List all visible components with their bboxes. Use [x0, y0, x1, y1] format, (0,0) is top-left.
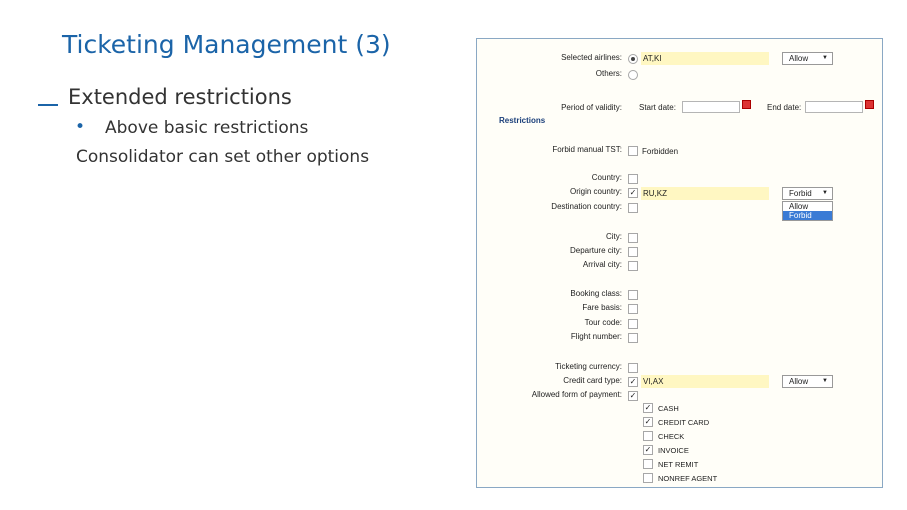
payment-invoice-label: INVOICE: [658, 446, 689, 455]
fare-basis-label: Fare basis:: [582, 303, 622, 312]
credit-card-type-label: Credit card type:: [563, 376, 622, 385]
selected-airlines-mode-select[interactable]: [782, 52, 833, 65]
tour-code-checkbox[interactable]: [628, 319, 638, 329]
booking-class-checkbox[interactable]: [628, 290, 638, 300]
bullet-dot: •: [75, 117, 86, 137]
forbid-manual-tst-checkbox[interactable]: [628, 146, 638, 156]
allowed-payment-checkbox[interactable]: ✓: [629, 391, 637, 400]
payment-cash-label: CASH: [658, 404, 679, 413]
period-label: Period of validity:: [561, 103, 622, 112]
payment-net-remit-checkbox[interactable]: [643, 459, 653, 469]
dropdown-option-forbid[interactable]: Forbid: [783, 211, 832, 220]
country-label: Country:: [591, 173, 622, 182]
credit-card-mode-select[interactable]: [782, 375, 833, 388]
origin-country-mode-select[interactable]: [782, 187, 833, 200]
restrictions-form-screenshot: [476, 38, 883, 488]
forbid-manual-tst-value: Forbidden: [642, 147, 679, 156]
credit-card-mode: Allow: [789, 377, 809, 386]
departure-city-label: Departure city:: [569, 246, 622, 255]
payment-check-label: CHECK: [658, 432, 685, 441]
city-label: City:: [606, 232, 622, 241]
allowed-payment-label: Allowed form of payment:: [531, 390, 622, 399]
dropdown-option-allow[interactable]: Allow: [789, 202, 809, 211]
others-radio[interactable]: [628, 70, 638, 80]
tour-code-label: Tour code:: [584, 318, 622, 327]
start-date-label: Start date:: [639, 103, 676, 112]
slide-title: Ticketing Management (3): [62, 30, 391, 59]
others-label: Others:: [595, 69, 622, 78]
payment-invoice-checkbox[interactable]: ✓: [644, 445, 652, 454]
origin-country-label: Origin country:: [569, 187, 622, 196]
selected-airlines-mode: Allow: [789, 54, 809, 63]
forbid-manual-tst-label: Forbid manual TST:: [552, 145, 622, 154]
payment-cash-checkbox[interactable]: ✓: [644, 403, 652, 412]
payment-credit-card-checkbox[interactable]: ✓: [644, 417, 652, 426]
payment-nonref-agent-checkbox[interactable]: [643, 473, 653, 483]
bullet-dash: [38, 104, 58, 106]
extended-restrictions-text: Extended restrictions: [68, 85, 292, 109]
origin-country-dropdown: [782, 201, 833, 221]
start-calendar-icon[interactable]: [742, 100, 751, 109]
origin-country-checkbox[interactable]: ✓: [629, 188, 637, 197]
selected-airlines-radio[interactable]: [628, 54, 638, 64]
end-date-label: End date:: [767, 103, 802, 112]
restrictions-section-title: Restrictions: [499, 116, 546, 125]
flight-number-checkbox[interactable]: [628, 333, 638, 343]
destination-country-label: Destination country:: [551, 202, 622, 211]
chevron-down-icon: ▼: [822, 378, 828, 384]
above-basic-text: Above basic restrictions: [105, 118, 309, 138]
arrival-city-checkbox[interactable]: [628, 261, 638, 271]
selected-airlines-label: Selected airlines:: [561, 53, 622, 62]
city-checkbox[interactable]: [628, 233, 638, 243]
ticketing-currency-checkbox[interactable]: [628, 363, 638, 373]
payment-nonref-agent-label: NONREF AGENT: [658, 474, 718, 483]
fare-basis-checkbox[interactable]: [628, 304, 638, 314]
chevron-down-icon: ▼: [822, 55, 828, 61]
end-calendar-icon[interactable]: [865, 100, 874, 109]
payment-net-remit-label: NET REMIT: [658, 460, 699, 469]
payment-check-checkbox[interactable]: [643, 431, 653, 441]
payment-credit-card-label: CREDIT CARD: [658, 418, 710, 427]
consolidator-text: Consolidator can set other options: [76, 147, 370, 167]
selected-airlines-input[interactable]: AT,KI: [641, 52, 769, 65]
flight-number-label: Flight number:: [570, 332, 622, 341]
departure-city-checkbox[interactable]: [628, 247, 638, 257]
credit-card-type-checkbox[interactable]: ✓: [629, 377, 637, 386]
booking-class-label: Booking class:: [570, 289, 622, 298]
ticketing-currency-label: Ticketing currency:: [555, 362, 622, 371]
chevron-down-icon: ▼: [822, 190, 828, 196]
origin-country-mode: Forbid: [789, 189, 812, 198]
origin-country-input[interactable]: RU,KZ: [641, 187, 769, 200]
destination-country-checkbox[interactable]: [628, 203, 638, 213]
start-date-input[interactable]: [682, 101, 740, 113]
credit-card-type-input[interactable]: VI,AX: [641, 375, 769, 388]
arrival-city-label: Arrival city:: [582, 260, 622, 269]
end-date-input[interactable]: [805, 101, 863, 113]
country-checkbox[interactable]: [628, 174, 638, 184]
